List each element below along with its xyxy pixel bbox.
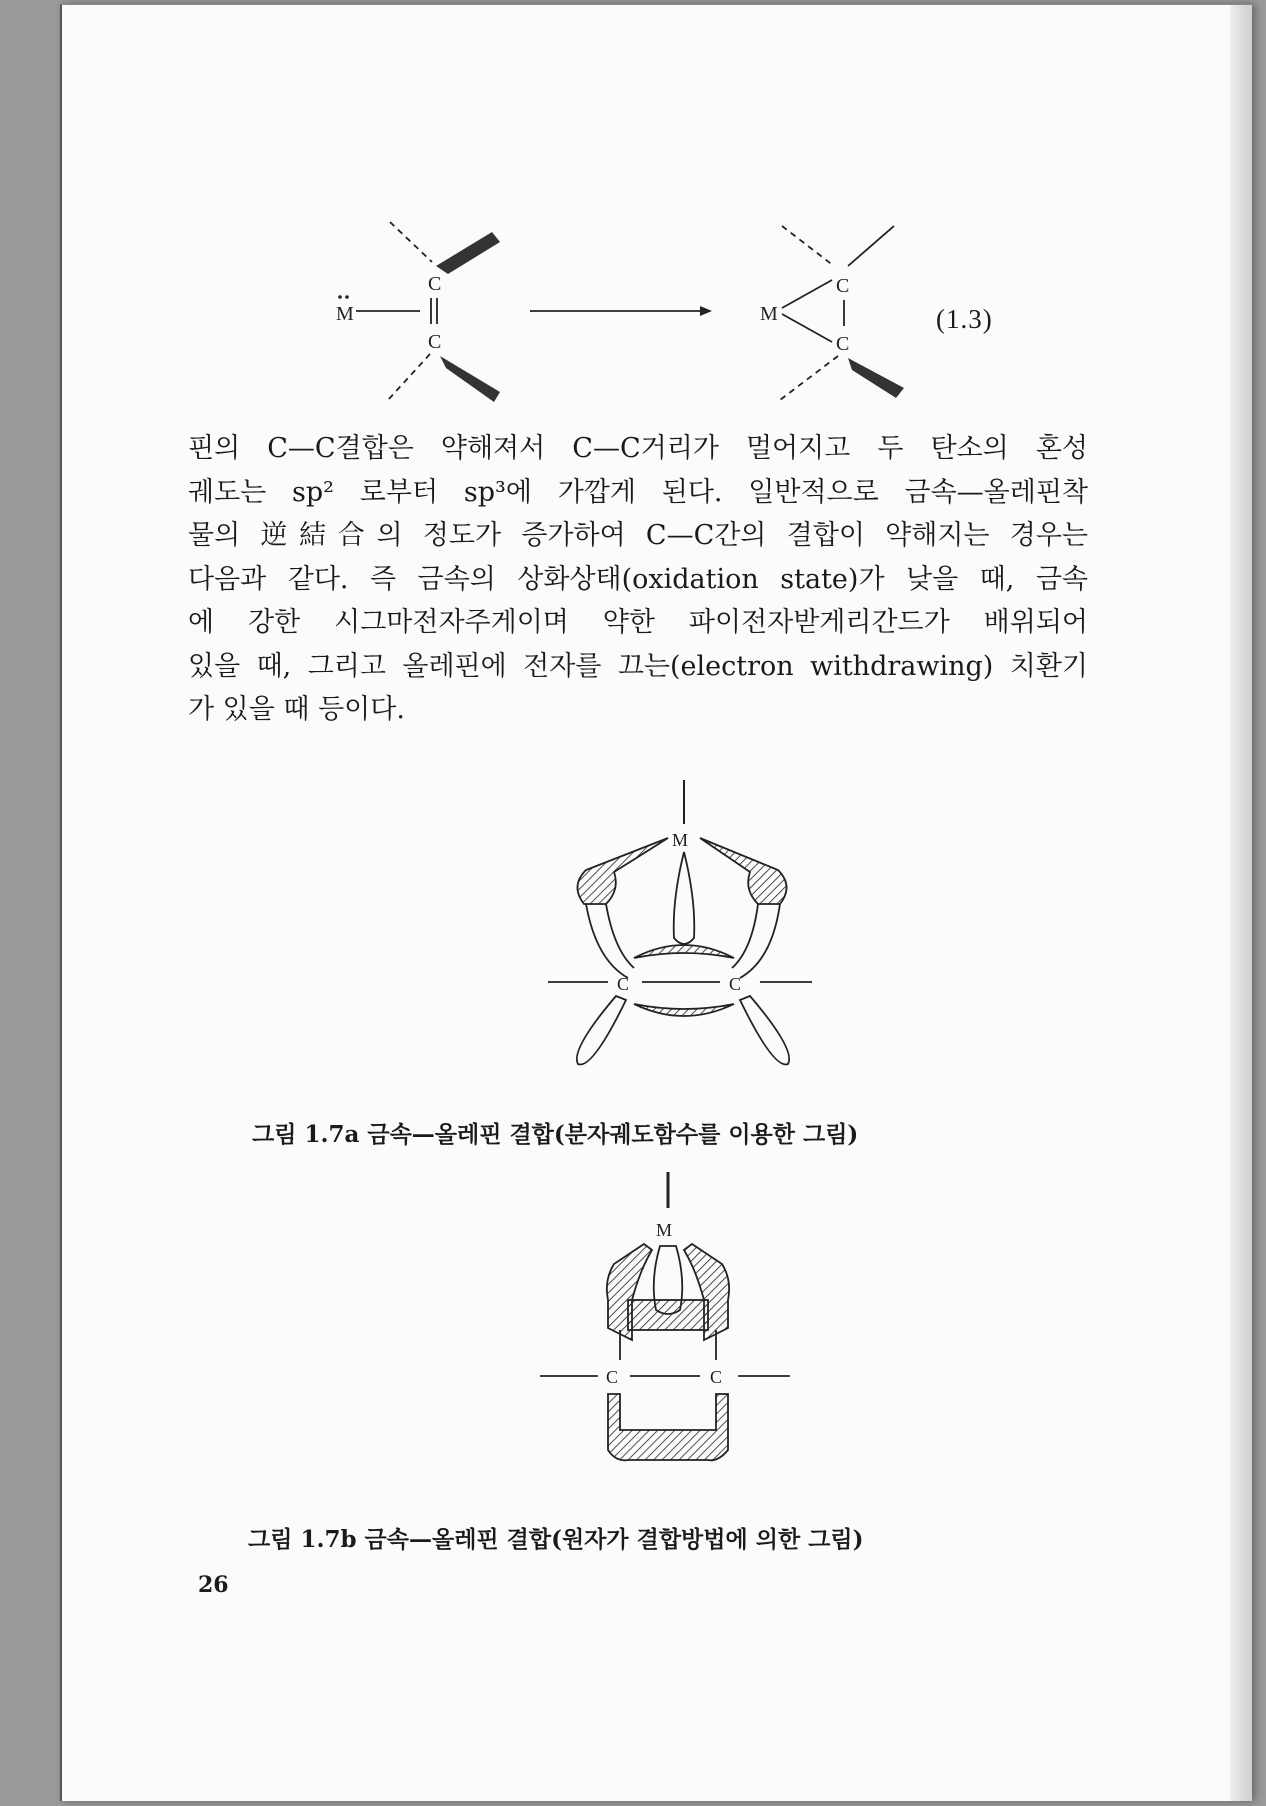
- figure-1-7b-diagram: [520, 1160, 820, 1480]
- overlap-lobe-left: [606, 904, 634, 968]
- single-bond: [848, 226, 894, 266]
- dashed-bond: [390, 222, 432, 262]
- atom-c2: C: [729, 974, 742, 994]
- m-c-bond: [782, 280, 832, 308]
- atom-c-top: C: [836, 275, 850, 297]
- atom-m: M: [672, 830, 689, 850]
- equation-number: (1.3): [936, 304, 993, 334]
- m-sigma-lobe: [674, 852, 695, 944]
- wedge-bond: [440, 356, 500, 402]
- paragraph-line: 궤도는 sp² 로부터 sp³에 가깝게 된다. 일반적으로 금속—올레핀착: [188, 476, 1088, 508]
- paragraph-line: 다음과 같다. 즉 금속의 상화상태(oxidation state)가 낮을 때, 금속: [188, 563, 1088, 595]
- dashed-bond: [780, 356, 838, 400]
- bent-bond-lower: [608, 1394, 728, 1460]
- atom-m: M: [336, 303, 354, 325]
- paragraph-line: 핀의 C—C결합은 약해져서 C—C거리가 멀어지고 두 탄소의 혼성: [188, 433, 1088, 464]
- figure-1-7a-caption: 그림 1.7a 금속—올레핀 결합(분자궤도함수를 이용한 그림): [252, 1121, 859, 1148]
- reaction-arrow: [530, 306, 712, 316]
- atom-c2: C: [710, 1367, 723, 1387]
- paragraph-line: 에 강한 시그마전자주게이며 약한 파이전자받게리간드가 배위되어: [188, 607, 1088, 638]
- page-number: 26: [198, 1572, 229, 1598]
- pi-orbital-upper: [634, 945, 734, 958]
- atom-m: M: [656, 1220, 673, 1240]
- lower-lobe-right: [740, 996, 789, 1064]
- wedge-bond: [436, 232, 500, 274]
- atom-m: M: [760, 303, 778, 325]
- atom-c-bottom: C: [428, 331, 442, 353]
- dashed-bond: [388, 354, 430, 400]
- left-olefin-structure: [336, 222, 500, 402]
- reaction-scheme-1-3: [0, 0, 1266, 440]
- paragraph-line: 있을 때, 그리고 올레핀에 전자를 끄는(electron withdrawing) 치환기: [188, 650, 1088, 682]
- right-metallacycle-structure: [760, 226, 904, 400]
- figure-1-7a-diagram: [500, 770, 840, 1090]
- atom-c-top: C: [428, 273, 442, 295]
- atom-c-bottom: C: [836, 333, 850, 355]
- pi-orbital-lower: [634, 1004, 734, 1016]
- d-orbital-lobe-left: [577, 838, 668, 904]
- wedge-bond: [848, 358, 904, 398]
- overlap-lobe-right: [732, 904, 758, 968]
- atom-c1: C: [606, 1367, 619, 1387]
- dashed-bond: [782, 226, 834, 266]
- body-paragraph: [188, 427, 1088, 732]
- bent-bond-upper: [628, 1300, 708, 1330]
- lower-lobe-left: [577, 996, 626, 1064]
- lone-pair-dot: [345, 295, 349, 299]
- d-orbital-lobe-right: [700, 838, 787, 904]
- paragraph-line: 가 있을 때 등이다.: [188, 694, 405, 725]
- paragraph-line: 물의 逆結合의 정도가 증가하여 C—C간의 결합이 약해지는 경우는: [188, 520, 1088, 551]
- overlap-lobe-right: [740, 904, 780, 978]
- figure-1-7b-caption: 그림 1.7b 금속—올레핀 결합(원자가 결합방법에 의한 그림): [248, 1526, 864, 1553]
- overlap-lobe-left: [586, 904, 628, 978]
- m-c-bond: [782, 314, 832, 342]
- atom-c1: C: [617, 974, 630, 994]
- lone-pair-dot: [338, 295, 342, 299]
